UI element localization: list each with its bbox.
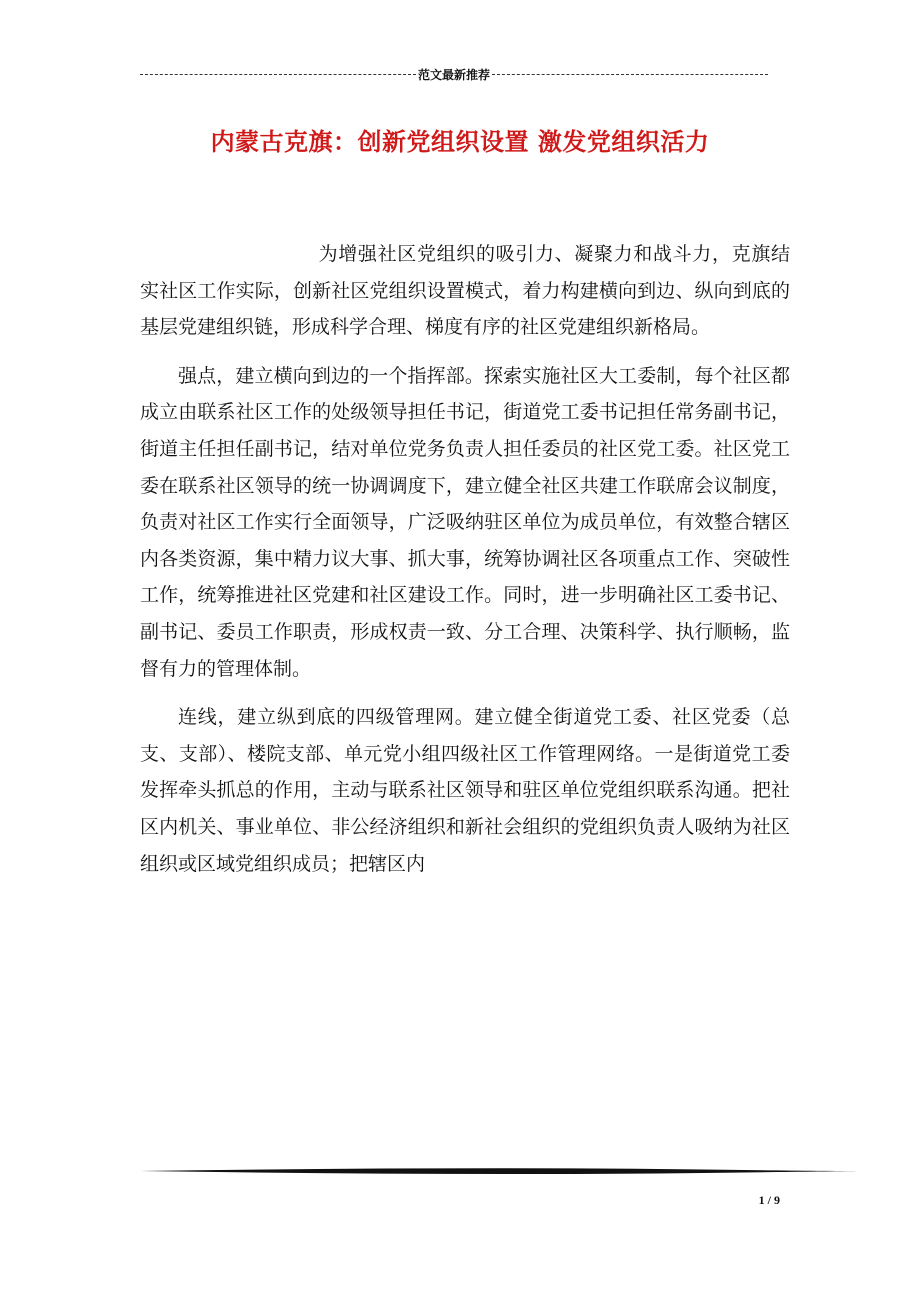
paragraph: 强点，建立横向到边的一个指挥部。探索实施社区大工委制，每个社区都成立由联系社区工作的处级领导担任书记，街道党工委书记担任常务副书记，街道主任担任副书记，结对单位党务负责人担任委员的社区党工委。社区党工委在联系社区领导的统一协调调度下，建立健全社区共建工作联席会议制度，负责对社区工作实行全面领导，广泛吸纳驻区单位为成员单位，有效整合辖区内各类资源，集中精力议大事、抓大事，统筹协调社区各项重点工作、突破性工作，统筹推进社区党建和社区建设工作。同时，进一步明确社区工委书记、副书记、委员工作职责，形成权责一致、分工合理、决策科学、执行顺畅，监督有力的管理体制。	[140, 364, 790, 680]
document-body	[140, 236, 790, 894]
page-header	[140, 66, 768, 83]
header-label: 范文最新推荐	[418, 68, 491, 82]
paragraph: 为增强社区党组织的吸引力、凝聚力和战斗力，克旗结实社区工作实际，创新社区党组织设置模式，着力构建横向到边、纵向到底的基层党建组织链，形成科学合理、梯度有序的社区党建组织新格局。	[140, 243, 790, 339]
paragraph: 连线，建立纵到底的四级管理网。建立健全街道党工委、社区党委（总支、支部）、楼院支部、单元党小组四级社区工作管理网络。一是街道党工委发挥牵头抓总的作用，主动与联系社区领导和驻区单位党组织联系沟通。把社区内机关、事业单位、非公经济组织和新社会组织的党组织负责人吸纳为社区组织或区域党组织成员；把辖区内	[140, 706, 790, 875]
document-title: 内蒙古克旗：创新党组织设置 激发党组织活力	[210, 128, 710, 156]
page-number: 1 / 9	[758, 1193, 780, 1207]
header-dash-left	[140, 74, 416, 75]
header-dash-right	[492, 74, 768, 75]
footer-divider	[140, 1164, 863, 1178]
